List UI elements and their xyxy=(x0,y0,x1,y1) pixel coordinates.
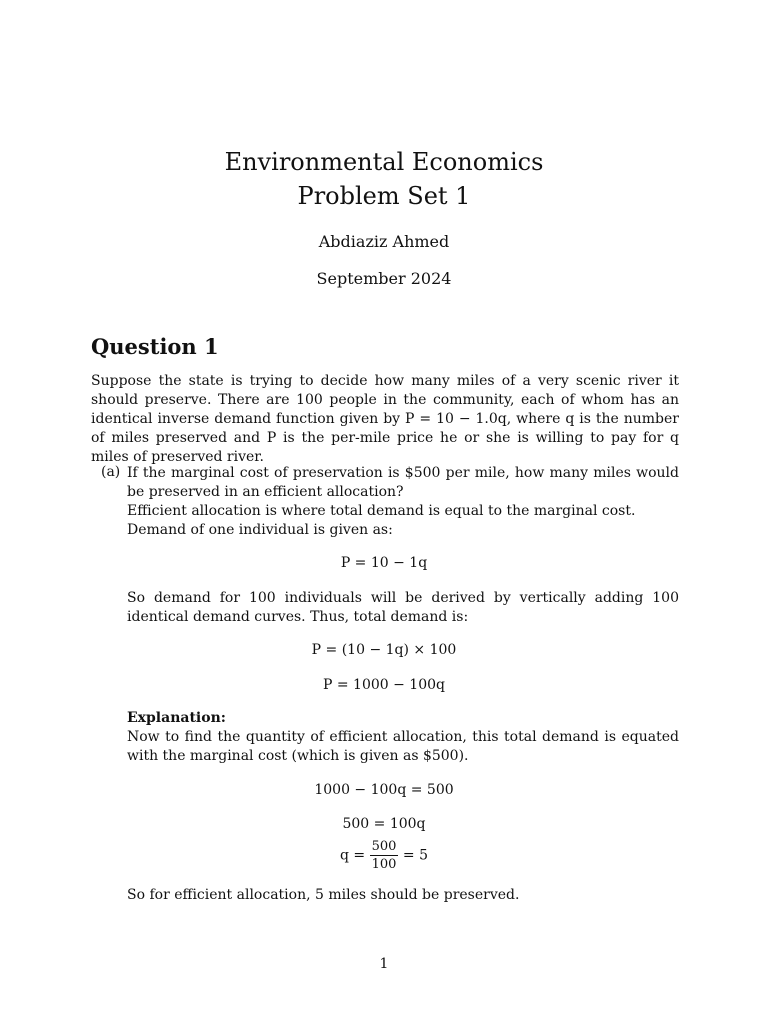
equation-simplify: 500 = 100q xyxy=(342,816,426,832)
equation-total-demand-2: P = 1000 − 100q xyxy=(323,677,445,693)
part-a-label: (a) xyxy=(101,464,121,480)
part-a-line-2: Demand of one individual is given as: xyxy=(127,522,393,538)
equation-solve-lhs: q = xyxy=(340,847,366,864)
title-line-2: Problem Set 1 xyxy=(297,182,471,210)
explanation-label: Explanation: xyxy=(127,710,226,726)
explanation-text: Now to find the quantity of efficient allocation, this total demand is equated with the marginal cost (which is given as $500). xyxy=(127,729,679,764)
equation-total-demand-1: P = (10 − 1q) × 100 xyxy=(311,642,457,658)
author: Abdiaziz Ahmed xyxy=(318,232,450,251)
equation-equate: 1000 − 100q = 500 xyxy=(314,782,454,798)
fraction-numerator: 500 xyxy=(371,839,397,854)
equation-individual-demand: P = 10 − 1q xyxy=(340,555,428,571)
equation-solve xyxy=(0,838,768,873)
date: September 2024 xyxy=(316,269,452,288)
page-number: 1 xyxy=(379,956,389,972)
part-a-paragraph-2: So demand for 100 individuals will be derived by vertically adding 100 identical demand curves. Thus, total demand is: xyxy=(127,590,679,625)
question-heading: Question 1 xyxy=(91,334,219,359)
fraction xyxy=(370,838,399,873)
question-intro: Suppose the state is trying to decide how many miles of a very scenic river it should preserve. There are 100 people in the community, each of whom has an identical inverse demand function given by P = 10 − 1.0q, where q is the number of miles preserved and P is the per-mile price he or she is willing to pay for q miles of preserved river. xyxy=(91,373,679,465)
title-line-1: Environmental Economics xyxy=(224,148,544,176)
part-a-question: If the marginal cost of preservation is $500 per mile, how many miles would be preserved in an efficient allocation? xyxy=(127,465,679,500)
part-a-line-1: Efficient allocation is where total demand is equal to the marginal cost. xyxy=(127,503,636,519)
conclusion: So for efficient allocation, 5 miles should be preserved. xyxy=(127,887,520,903)
document-title xyxy=(0,145,768,213)
fraction-denominator: 100 xyxy=(371,857,397,872)
equation-solve-rhs: = 5 xyxy=(402,847,428,864)
